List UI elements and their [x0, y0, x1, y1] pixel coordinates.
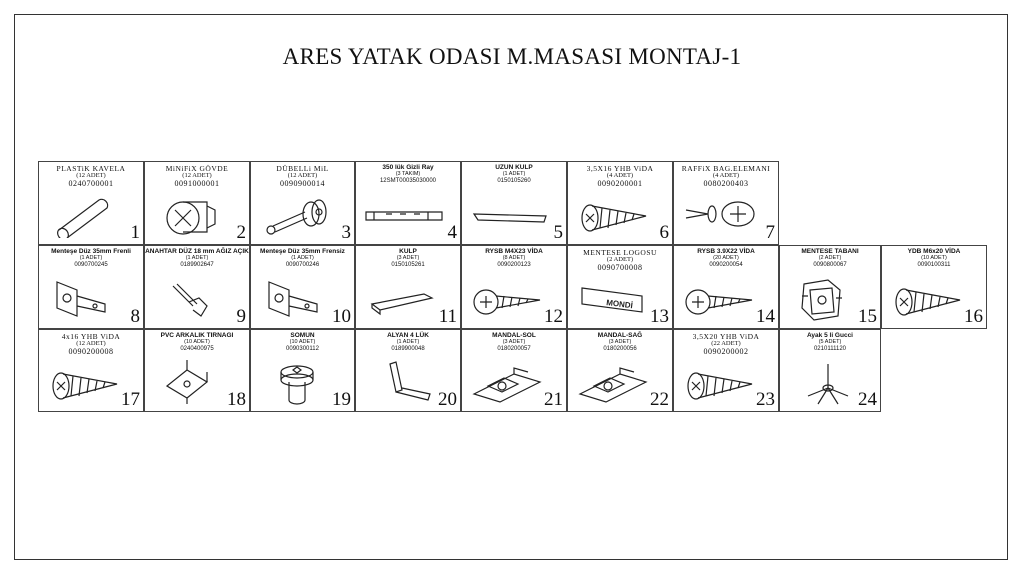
part-quantity: (1 ADET) [396, 338, 420, 345]
part-cell-4 [355, 161, 461, 245]
screw-icon [682, 360, 762, 406]
part-code: 12SMT00035030000 [379, 177, 437, 184]
part-quantity: (2 ADET) [818, 254, 842, 261]
part-number: 20 [438, 389, 457, 410]
screw-icon [47, 360, 127, 406]
part-quantity: (3 ADET) [502, 338, 526, 345]
part-quantity: (3 ADET) [396, 254, 420, 261]
dowel-pin-icon [259, 192, 339, 238]
part-code: 0240700001 [68, 178, 114, 188]
part-number: 1 [130, 222, 140, 243]
part-name: Menteşe Düz 35mm Frenli [51, 248, 131, 255]
part-number: 17 [121, 389, 140, 410]
part-name: Ayak 5 li Gucci [806, 332, 853, 339]
part-code: 0091000001 [174, 178, 220, 188]
part-number: 21 [544, 389, 563, 410]
part-cell-3 [250, 161, 355, 245]
part-quantity: (10 ADET) [184, 338, 210, 345]
part-label [462, 333, 566, 352]
part-number: 4 [447, 222, 457, 243]
screw-icon [576, 192, 656, 238]
part-quantity: (1 ADET) [79, 254, 103, 261]
part-name: 350 lük Gizli Ray [382, 164, 434, 171]
part-code: 0189902647 [180, 261, 214, 268]
part-name: MENTESE TABANI [801, 248, 859, 255]
logo-plate-icon [576, 276, 656, 322]
part-code: 0090700008 [597, 262, 643, 272]
part-label [145, 165, 249, 188]
part-quantity: (1 ADET) [185, 254, 209, 261]
part-name: UZUN KULP [495, 164, 533, 171]
part-code: 0210111120 [813, 345, 847, 352]
part-number: 2 [236, 222, 246, 243]
part-cell-22 [567, 329, 673, 412]
part-number: 19 [332, 389, 351, 410]
part-cell-23 [673, 329, 779, 412]
part-code: 0090200123 [497, 261, 531, 268]
part-quantity: (10 ADET) [921, 254, 947, 261]
part-cell-1 [38, 161, 144, 245]
part-number: 13 [650, 306, 669, 327]
part-code: 0180200057 [497, 345, 531, 352]
part-number: 8 [130, 306, 140, 327]
part-code: 0189900048 [391, 345, 425, 352]
part-cell-24 [779, 329, 881, 412]
part-cell-11 [355, 245, 461, 329]
part-cell-14 [673, 245, 779, 329]
part-number: 24 [858, 389, 877, 410]
part-label [674, 165, 778, 188]
part-code: 0080200403 [703, 178, 749, 188]
part-cell-6 [567, 161, 673, 245]
nut-icon [259, 360, 339, 406]
part-quantity: (12 ADET) [287, 171, 318, 179]
part-label [251, 165, 354, 188]
part-name: SOMUN [290, 332, 315, 339]
part-code: 0090300112 [286, 345, 319, 352]
part-number: 11 [438, 306, 457, 327]
part-code: 0090100311 [917, 261, 951, 268]
part-name: RYSB M4X23 VİDA [485, 248, 543, 255]
svg-text:MONDİ: MONDİ [605, 298, 634, 311]
part-number: 7 [765, 222, 775, 243]
long-handle-icon [470, 192, 550, 238]
hinge-icon [47, 276, 127, 322]
part-number: 10 [332, 306, 351, 327]
part-cell-21 [461, 329, 567, 412]
part-name: YDB M6x20 VİDA [907, 248, 961, 255]
part-code: 0090800067 [813, 261, 847, 268]
part-name: ANAHTAR DÜZ 18 mm AĞIZ AÇIK [145, 248, 249, 255]
part-name: PLASTiK KAVELA [56, 164, 126, 173]
screw-icon [890, 276, 970, 322]
part-name: KULP [399, 248, 417, 255]
part-label [882, 249, 986, 268]
rail-icon [364, 192, 444, 238]
part-quantity: (22 ADET) [711, 339, 741, 347]
part-label [462, 165, 566, 184]
part-number: 22 [650, 389, 669, 410]
latch-icon [470, 360, 550, 406]
pan-screw-icon [470, 276, 550, 322]
part-quantity: (12 ADET) [182, 171, 212, 179]
dowel-icon [47, 192, 127, 238]
part-cell-9 [144, 245, 250, 329]
hinge-base-icon [788, 276, 868, 322]
part-label [568, 249, 672, 272]
part-code: 0150105261 [391, 261, 425, 268]
part-number: 3 [341, 222, 351, 243]
allen-key-icon [364, 360, 444, 406]
part-code: 0090200008 [68, 346, 114, 356]
pan-screw-icon [682, 276, 762, 322]
part-cell-12 [461, 245, 567, 329]
part-cell-18 [144, 329, 250, 412]
part-name: DÜBELLi MiL [276, 164, 329, 173]
part-code: 0090200054 [709, 261, 743, 268]
part-name: MANDAL-SOL [492, 332, 536, 339]
part-name: RYSB 3.9X22 VİDA [697, 248, 755, 255]
part-quantity: (1 ADET) [291, 254, 314, 261]
part-name: MANDAL-SAĞ [597, 332, 643, 339]
part-name: 3,5X20 YHB ViDA [692, 332, 760, 341]
part-cell-15 [779, 245, 881, 329]
part-quantity: (2 ADET) [606, 255, 634, 263]
part-code: 0150105260 [497, 177, 531, 184]
part-number: 18 [227, 389, 246, 410]
part-number: 14 [756, 306, 775, 327]
part-code: 0090700245 [74, 261, 108, 268]
part-number: 5 [553, 222, 563, 243]
part-label [39, 333, 143, 356]
part-name: 3,5X16 YHB ViDA [586, 164, 654, 173]
part-cell-8 [38, 245, 144, 329]
part-number: 12 [544, 306, 563, 327]
part-label [674, 333, 778, 356]
part-cell-2 [144, 161, 250, 245]
part-label [568, 333, 672, 352]
part-label [251, 249, 354, 268]
part-label [780, 249, 880, 268]
part-label [356, 165, 460, 184]
part-cell-19 [250, 329, 355, 412]
minifix-body-icon [153, 192, 233, 238]
part-number: 9 [236, 306, 246, 327]
part-cell-7 [673, 161, 779, 245]
latch-icon [576, 360, 656, 406]
part-name: Menteşe Düz 35mm Frensiz [260, 248, 345, 255]
part-label [674, 249, 778, 268]
part-label [780, 333, 880, 352]
part-quantity: (12 ADET) [76, 171, 106, 179]
part-quantity: (1 ADET) [502, 170, 526, 177]
part-label [145, 333, 249, 352]
part-cell-20 [355, 329, 461, 412]
part-name: MiNiFiX GÖVDE [165, 164, 229, 173]
part-quantity: (20 ADET) [713, 254, 739, 261]
clip-icon [153, 360, 233, 406]
part-quantity: (5 ADET) [818, 338, 842, 345]
part-label [356, 249, 460, 268]
part-cell-17 [38, 329, 144, 412]
part-cell-5 [461, 161, 567, 245]
part-cell-13 [567, 245, 673, 329]
part-code: 0090900014 [280, 178, 325, 188]
part-label [462, 249, 566, 268]
part-quantity: (3 ADET) [608, 338, 632, 345]
foot-icon [788, 360, 868, 406]
part-quantity: (10 ADET) [289, 338, 316, 345]
part-code: 0180200056 [603, 345, 637, 352]
part-quantity: (12 ADET) [76, 339, 106, 347]
part-code: 0240400975 [180, 345, 214, 352]
part-quantity: (4 ADET) [606, 171, 634, 179]
page-title: ARES YATAK ODASI M.MASASI MONTAJ-1 [282, 44, 742, 69]
part-label [568, 165, 672, 188]
part-name: MENTESE LOGOSU [583, 248, 657, 257]
part-label [39, 249, 143, 268]
part-number: 15 [858, 306, 877, 327]
part-quantity: (8 ADET) [502, 254, 526, 261]
part-name: RAFFiX BAG.ELEMANI [681, 164, 771, 173]
part-name: PVC ARKALIK TIRNAGI [160, 332, 234, 339]
part-name: ALYAN 4 LÜK [387, 332, 429, 339]
part-number: 16 [964, 306, 983, 327]
part-code: 0090200002 [703, 346, 749, 356]
part-label [39, 165, 143, 188]
part-name: 4x16 YHB ViDA [61, 332, 121, 341]
part-label [145, 249, 249, 268]
part-code: 0090700246 [285, 261, 320, 268]
part-label [356, 333, 460, 352]
part-cell-16 [881, 245, 987, 329]
part-label [251, 333, 354, 352]
handle-icon [364, 276, 444, 322]
part-number: 23 [756, 389, 775, 410]
raffix-icon [682, 192, 762, 238]
key-icon [153, 276, 233, 322]
part-quantity: (4 ADET) [712, 171, 740, 179]
hinge-icon [259, 276, 339, 322]
part-cell-10 [250, 245, 355, 329]
part-number: 6 [659, 222, 669, 243]
part-code: 0090200001 [597, 178, 643, 188]
part-quantity: (3 TAKIM) [395, 170, 421, 177]
